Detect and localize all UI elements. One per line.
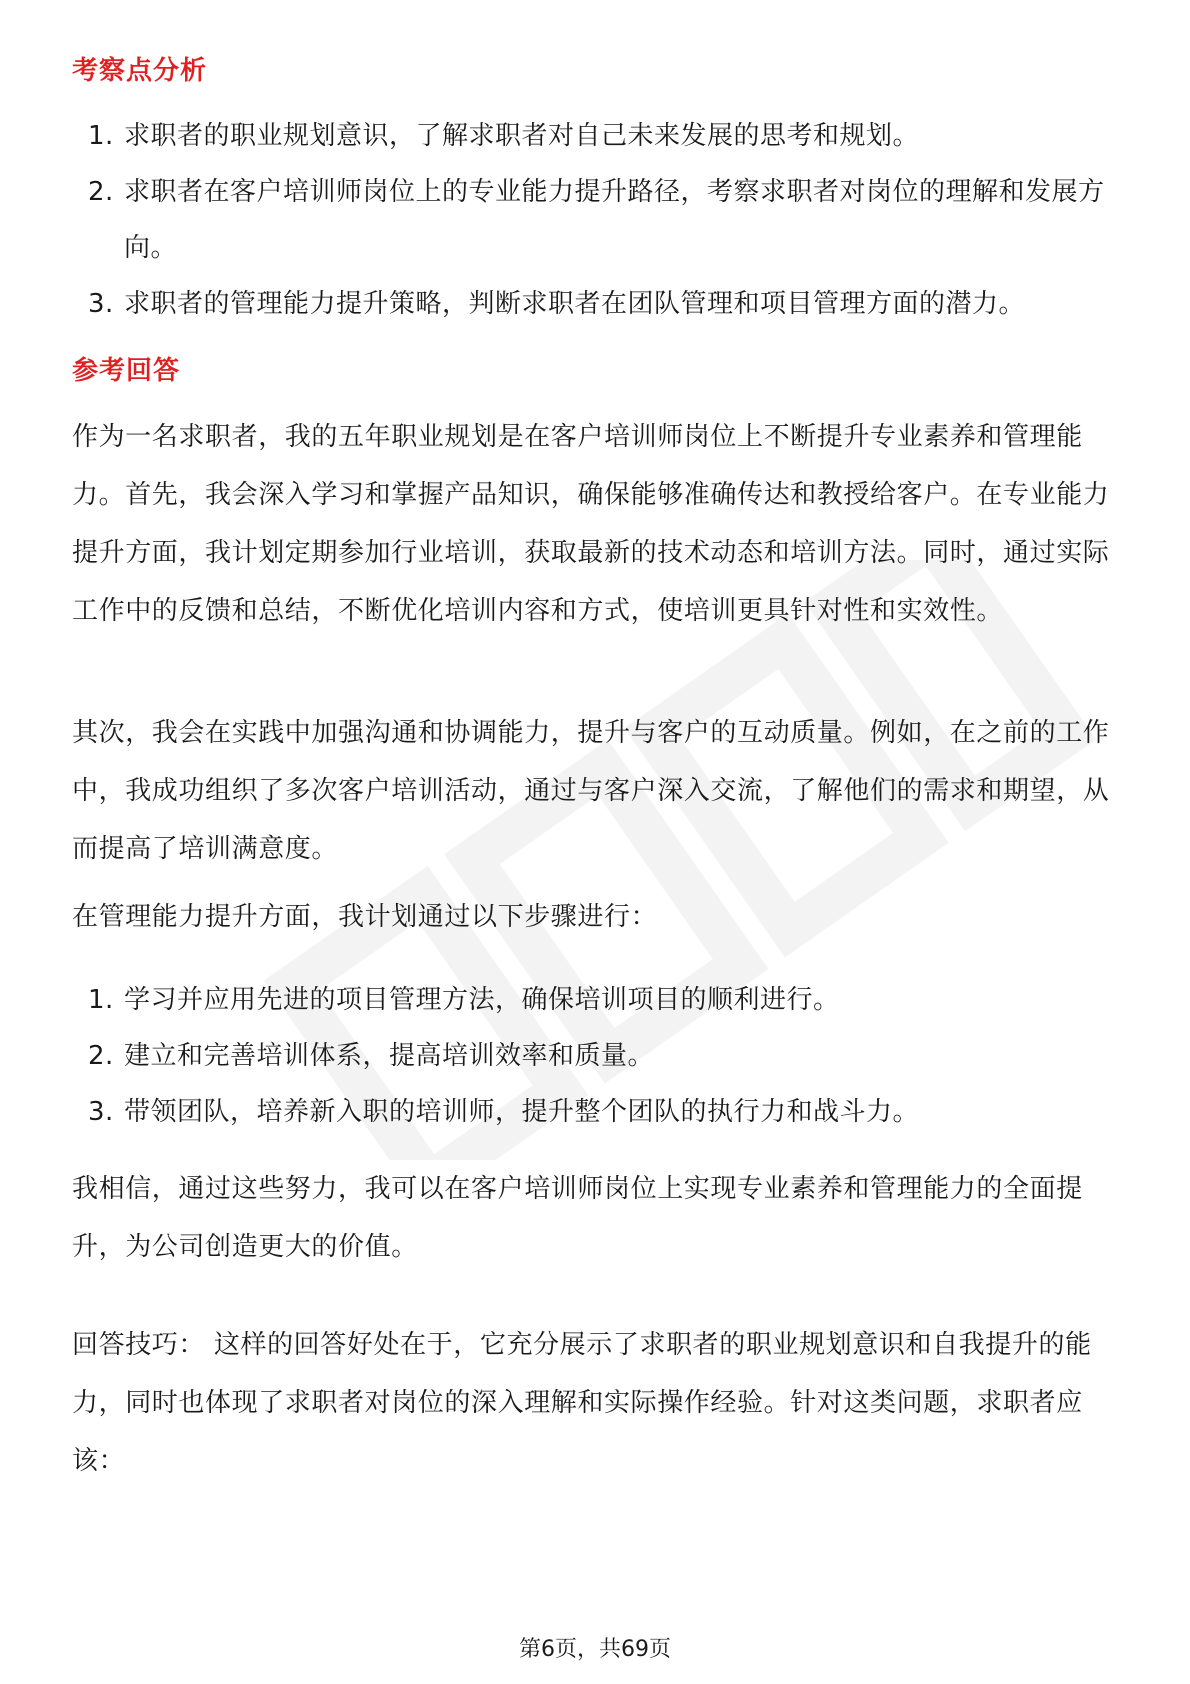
list-number: 3. bbox=[88, 1097, 114, 1127]
page-number-footer: 第6页，共69页 bbox=[519, 1637, 671, 1662]
list-number: 3. bbox=[88, 289, 114, 319]
answer-paragraph-3: 在管理能力提升方面，我计划通过以下步骤进行： bbox=[72, 902, 658, 932]
list-text: 带领团队，培养新入职的培训师，提升整个团队的执行力和战斗力。 bbox=[124, 1097, 920, 1127]
list-item bbox=[72, 1084, 1122, 1140]
list-item bbox=[72, 276, 1122, 332]
list-text: 学习并应用先进的项目管理方法，确保培训项目的顺利进行。 bbox=[124, 985, 840, 1015]
analysis-list bbox=[72, 108, 1122, 332]
list-item bbox=[72, 1028, 1122, 1084]
answer-paragraph-2: 其次，我会在实践中加强沟通和协调能力，提升与客户的互动质量。例如，在之前的工作中，我成功组织了多次客户培训活动，通过与客户深入交流，了解他们的需求和期望，从而提高了培训满意度。 bbox=[72, 718, 1110, 864]
list-number: 1. bbox=[88, 121, 114, 151]
section-heading-analysis: 考察点分析 bbox=[72, 56, 208, 86]
list-text: 求职者的职业规划意识，了解求职者对自己未来发展的思考和规划。 bbox=[124, 121, 920, 151]
answer-paragraph-1: 作为一名求职者，我的五年职业规划是在客户培训师岗位上不断提升专业素养和管理能力。首先，我会深入学习和掌握产品知识，确保能够准确传达和教授给客户。在专业能力提升方面，我计划定期参加行业培训，获取最新的技术动态和培训方法。同时，通过实际工作中的反馈和总结，不断优化培训内容和方式，使培训更具针对性和实效性。 bbox=[72, 422, 1110, 626]
list-text: 建立和完善培训体系，提高培训效率和质量。 bbox=[124, 1041, 655, 1071]
answer-paragraph-4: 我相信，通过这些努力，我可以在客户培训师岗位上实现专业素养和管理能力的全面提升，为公司创造更大的价值。 bbox=[72, 1174, 1083, 1262]
answer-tips-paragraph: 回答技巧： 这样的回答好处在于，它充分展示了求职者的职业规划意识和自我提升的能力，同时也体现了求职者对岗位的深入理解和实际操作经验。针对这类问题，求职者应该： bbox=[72, 1330, 1092, 1476]
steps-list bbox=[72, 972, 1122, 1140]
list-number: 1. bbox=[88, 985, 114, 1015]
list-number: 2. bbox=[88, 177, 114, 207]
list-text: 求职者在客户培训师岗位上的专业能力提升路径，考察求职者对岗位的理解和发展方向。 bbox=[124, 177, 1105, 263]
list-item bbox=[72, 972, 1122, 1028]
section-heading-answer: 参考回答 bbox=[72, 356, 181, 386]
list-item bbox=[72, 164, 1122, 276]
list-number: 2. bbox=[88, 1041, 114, 1071]
list-text: 求职者的管理能力提升策略，判断求职者在团队管理和项目管理方面的潜力。 bbox=[124, 289, 1026, 319]
list-item bbox=[72, 108, 1122, 164]
